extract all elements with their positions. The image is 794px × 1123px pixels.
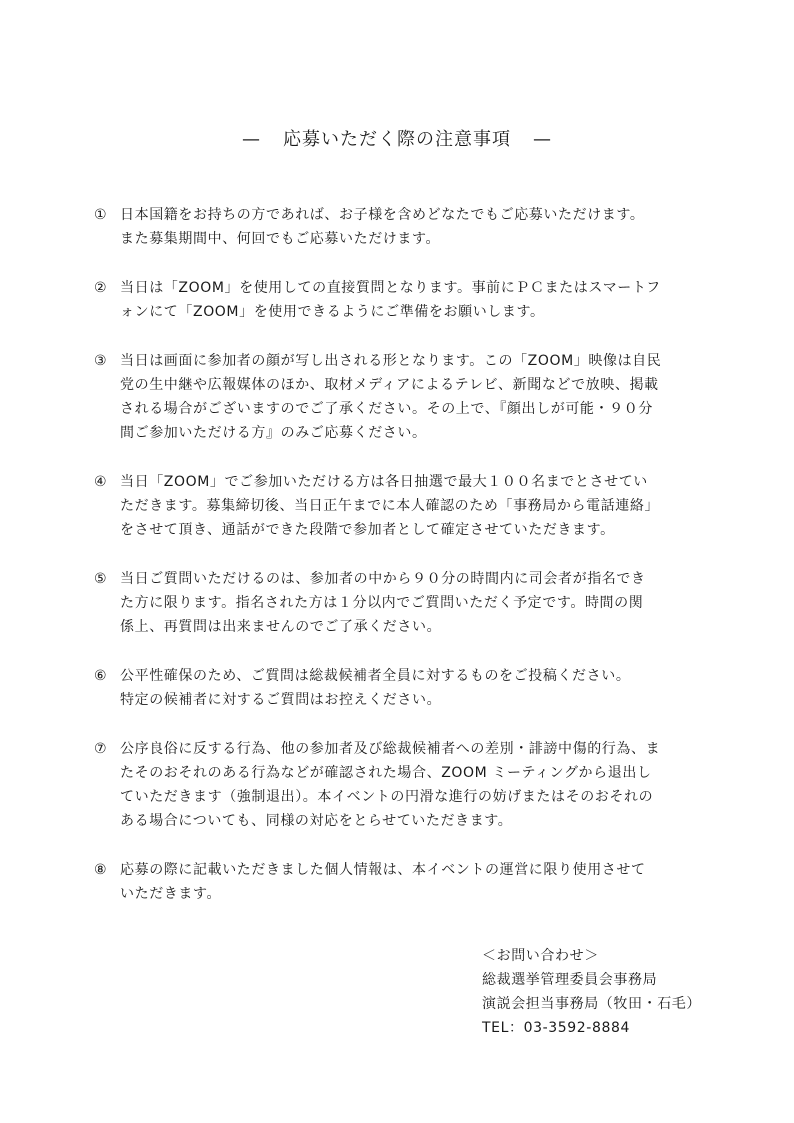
note-line: ォンにて「ZOOM」を使用できるようにご準備をお願いします。 bbox=[120, 304, 545, 320]
note-line: 当日「ZOOM」でご参加いただける方は各日抽選で最大１００名までとさせてい bbox=[120, 474, 648, 490]
note-item-3 bbox=[94, 349, 704, 445]
note-number: ⑤ bbox=[94, 571, 108, 587]
note-line: た方に限ります。指名された方は１分以内でご質問いただく予定です。時間の関 bbox=[120, 595, 644, 611]
note-line: ていただきます（強制退出）。本イベントの円滑な進行の妨げまたはそのおそれの bbox=[120, 789, 654, 805]
note-number: ② bbox=[94, 280, 108, 296]
note-line: ただきます。募集締切後、当日正午までに本人確認のため「事務局から電話連絡」 bbox=[120, 498, 660, 514]
note-line: 当日は「ZOOM」を使用しての直接質問となります。事前にＰＣまたはスマートフ bbox=[120, 280, 661, 296]
note-item-7 bbox=[94, 737, 704, 833]
note-line: いただきます。 bbox=[120, 886, 222, 902]
page-title bbox=[0, 126, 794, 154]
contact-block bbox=[482, 944, 701, 1040]
title-dash-left: — bbox=[242, 129, 261, 150]
note-item-1 bbox=[94, 203, 704, 251]
contact-phone: TEL：03-3592-8884 bbox=[482, 1020, 630, 1036]
note-line: 応募の際に記載いただきました個人情報は、本イベントの運営に限り使用させて bbox=[120, 862, 646, 878]
note-line: 係上、再質問は出来ませんのでご了承ください。 bbox=[120, 619, 442, 635]
note-item-6 bbox=[94, 664, 704, 712]
note-number: ④ bbox=[94, 474, 108, 490]
contact-speech-office: 演説会担当事務局（牧田・石毛） bbox=[482, 996, 701, 1012]
note-line: 当日ご質問いただけるのは、参加者の中から９０分の時間内に司会者が指名でき bbox=[120, 571, 646, 587]
note-number: ⑦ bbox=[94, 741, 108, 757]
note-line: される場合がございますのでご了承ください。その上で、『顔出しが可能・９０分 bbox=[120, 401, 653, 417]
contact-office: 総裁選挙管理委員会事務局 bbox=[482, 972, 658, 988]
note-item-5 bbox=[94, 567, 704, 639]
note-line: 特定の候補者に対するご質問はお控えください。 bbox=[120, 692, 442, 708]
note-number: ⑥ bbox=[94, 668, 108, 684]
note-line: また募集期間中、何回でもご応募いただけます。 bbox=[120, 231, 441, 247]
note-line: たそのおそれのある行為などが確認された場合、ZOOM ミーティングから退出し bbox=[120, 765, 652, 781]
notes-list bbox=[94, 203, 704, 931]
note-line: 公序良俗に反する行為、他の参加者及び総裁候補者への差別・誹謗中傷的行為、ま bbox=[120, 741, 661, 757]
note-line: 党の生中継や広報媒体のほか、取材メディアによるテレビ、新聞などで放映、掲載 bbox=[120, 377, 659, 393]
note-number: ⑧ bbox=[94, 862, 108, 878]
note-line: 公平性確保のため、ご質問は総裁候補者全員に対するものをご投稿ください。 bbox=[120, 668, 631, 684]
title-dash-right: — bbox=[533, 129, 552, 150]
note-line: をさせて頂き、通話ができた段階で参加者として確定させていただきます。 bbox=[120, 522, 615, 538]
note-line: 当日は画面に参加者の顔が写し出される形となります。この「ZOOM」映像は自民 bbox=[120, 353, 662, 369]
contact-heading: ＜お問い合わせ＞ bbox=[482, 948, 599, 964]
note-item-8 bbox=[94, 858, 704, 906]
note-item-4 bbox=[94, 470, 704, 542]
note-line: 日本国籍をお持ちの方であれば、お子様を含めどなたでもご応募いただけます。 bbox=[120, 207, 645, 223]
note-number: ③ bbox=[94, 353, 108, 369]
note-item-2 bbox=[94, 276, 704, 324]
note-line: ある場合についても、同様の対応をとらせていただきます。 bbox=[120, 813, 513, 829]
note-line: 間ご参加いただける方』のみご応募ください。 bbox=[120, 425, 427, 441]
note-number: ① bbox=[94, 207, 108, 223]
title-text: 応募いただく際の注意事項 bbox=[283, 129, 511, 150]
